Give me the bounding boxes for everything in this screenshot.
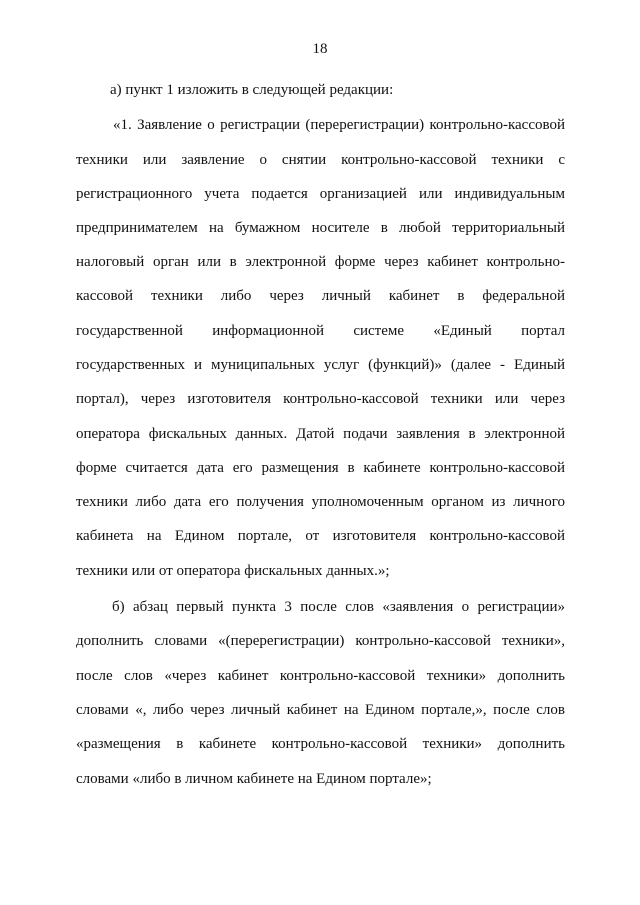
paragraph-b-line: «размещения в кабинете контрольно-кассовой техники» дополнить	[76, 736, 565, 752]
paragraph-b-line: словами «либо в личном кабинете на Едином портале»;	[76, 771, 432, 787]
quote-line: портал), через изготовителя контрольно-кассовой техники или через	[76, 391, 565, 407]
quote-line: «1. Заявление о регистрации (перерегистрации) контрольно-кассовой	[113, 117, 565, 133]
paragraph-b-line: словами «, либо через личный кабинет на Едином портале,», после слов	[76, 702, 565, 718]
paragraph-b-line: дополнить словами «(перерегистрации) контрольно-кассовой техники»,	[76, 633, 565, 649]
quote-line: государственных и муниципальных услуг (функций)» (далее - Единый	[76, 357, 565, 373]
paragraph-b-line: б) абзац первый пункта 3 после слов «заявления о регистрации»	[112, 599, 565, 615]
quote-line: кабинета на Едином портале, от изготовителя контрольно-кассовой	[76, 528, 565, 544]
quote-line: форме считается дата его размещения в кабинете контрольно-кассовой	[76, 460, 565, 476]
quote-line: предпринимателем на бумажном носителе в любой территориальный	[76, 220, 565, 236]
quote-line: кассовой техники либо через личный кабинет в федеральной	[76, 288, 565, 304]
quote-line: оператора фискальных данных. Датой подачи заявления в электронной	[76, 426, 565, 442]
quote-line: регистрационного учета подается организацией или индивидуальным	[76, 186, 565, 202]
quote-line: техники или заявление о снятии контрольно-кассовой техники с	[76, 152, 565, 168]
quote-line: техники либо дата его получения уполномоченным органом из личного	[76, 494, 565, 510]
paragraph-b-line: после слов «через кабинет контрольно-кассовой техники» дополнить	[76, 668, 565, 684]
quote-line: техники или от оператора фискальных данных.»;	[76, 563, 390, 579]
page-number: 18	[312, 41, 328, 57]
paragraph-a-line: а) пункт 1 изложить в следующей редакции:	[110, 82, 394, 98]
quote-line: государственной информационной системе «Единый портал	[76, 323, 565, 339]
quote-line: налоговый орган или в электронной форме через кабинет контрольно-	[76, 254, 565, 270]
